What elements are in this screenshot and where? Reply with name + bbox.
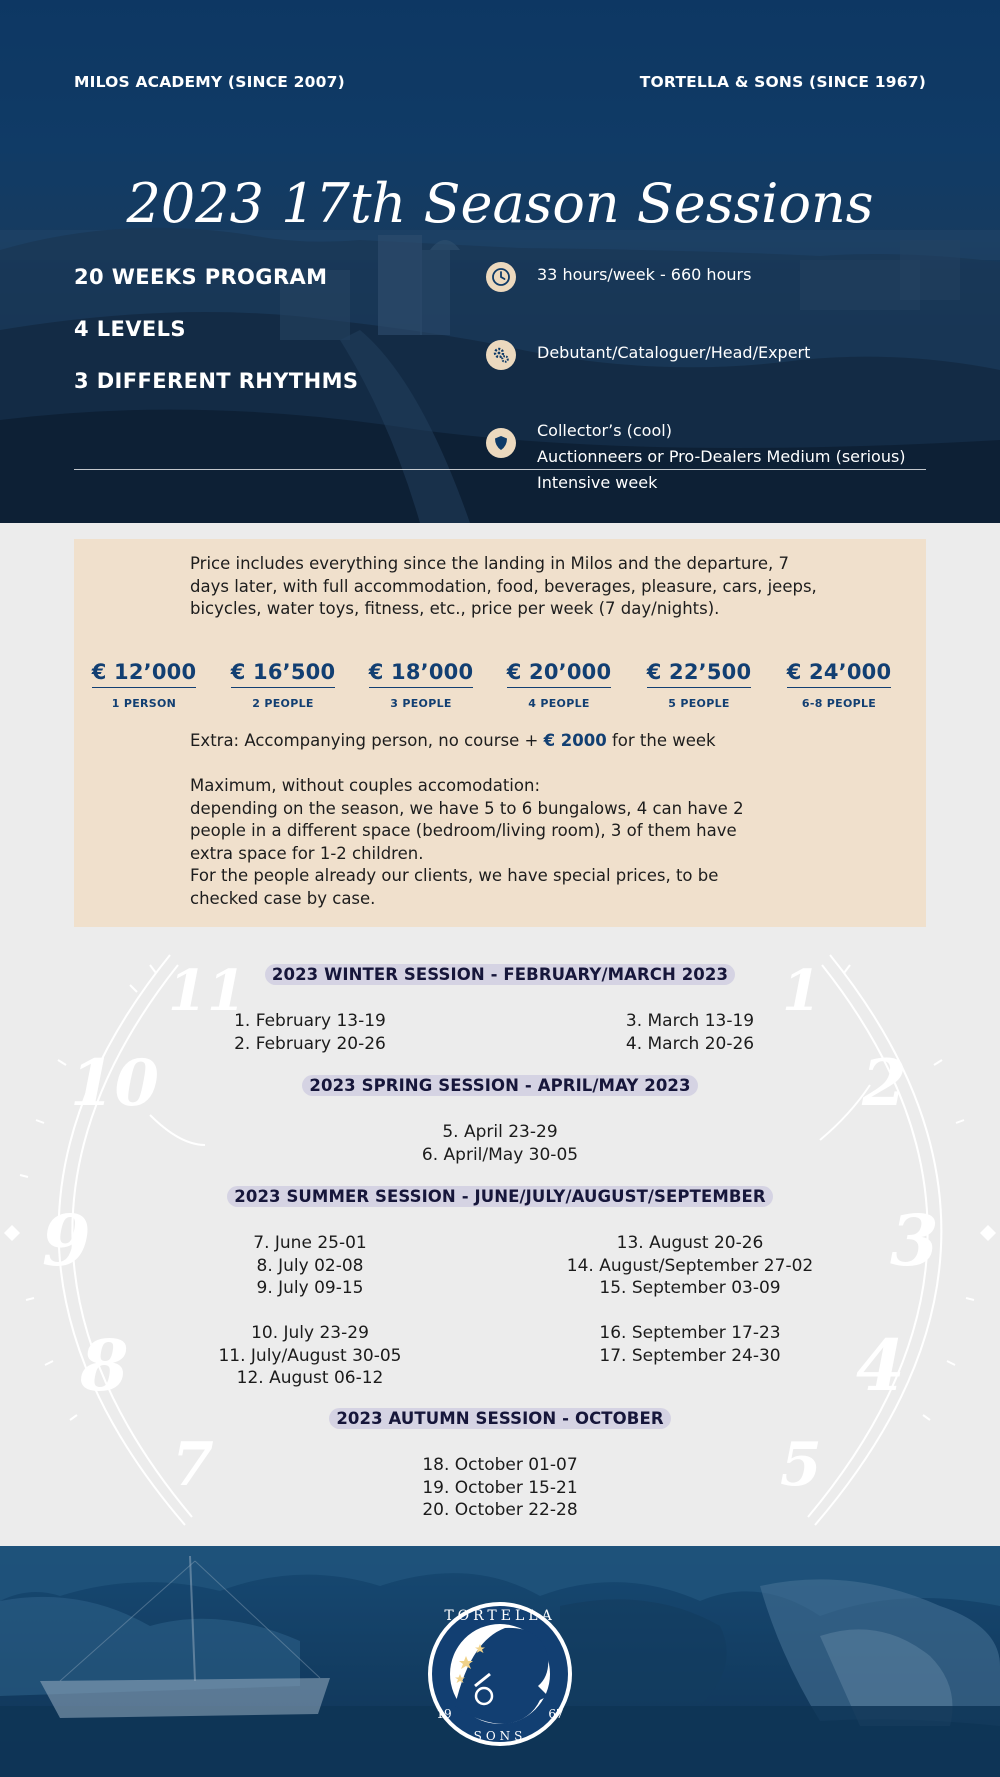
- clock-numeral: 11: [168, 958, 246, 1024]
- price-tier: [629, 660, 769, 710]
- milos-academy-brand: MILOS ACADEMY (SINCE 2007): [74, 73, 345, 91]
- tier-people: 5 PEOPLE: [668, 697, 730, 710]
- levels-text: Debutant/Cataloguer/Head/Expert: [537, 343, 811, 362]
- tortella-sons-brand: TORTELLA & SONS (SINCE 1967): [639, 73, 926, 91]
- price-tier: [74, 660, 214, 710]
- sea-cliffs-photo: [0, 1546, 1000, 1777]
- clock-numeral: 8: [80, 1324, 129, 1407]
- price-tiers: [74, 660, 926, 720]
- pricing-intro: Price includes everything since the landing in Milos and the departure, 7 days later, with full accommodation, food, beverages, pleasure, cars, jeeps, bicycles, water toys, fitness, etc., price per week (7 day/nights).: [190, 554, 817, 618]
- clock-face-watermark: [0, 945, 1000, 1535]
- rhythm-line-3: Intensive week: [537, 473, 658, 492]
- logo-sons: SONS: [473, 1729, 527, 1743]
- clock-numeral: 3: [890, 1199, 939, 1282]
- clock-numeral: 5: [780, 1430, 822, 1500]
- price-tier: [351, 660, 491, 710]
- session-date: 3. March 13-19: [625, 1011, 755, 1031]
- tier-people: 6-8 PEOPLE: [801, 697, 877, 710]
- tier-price: € 22’500: [647, 660, 752, 688]
- session-date: 10. July 23-29: [251, 1323, 369, 1343]
- price-tier: [489, 660, 629, 710]
- session-date: 6. April/May 30-05: [421, 1144, 579, 1165]
- accommodation-line: extra space for 1-2 children.: [190, 843, 424, 863]
- gears-icon: [486, 340, 516, 370]
- session-date: 15. September 03-09: [599, 1278, 781, 1298]
- session-date: 2. February 20-26: [234, 1033, 386, 1054]
- tier-price: € 18’000: [369, 660, 474, 688]
- session-date: 7. June 25-01: [253, 1233, 367, 1253]
- autumn-dates: [300, 1454, 700, 1522]
- hero-banner: [0, 0, 1000, 523]
- accommodation-line: checked case by case.: [190, 888, 376, 908]
- pricing-panel: [74, 539, 926, 927]
- rhythm-line-2: Auctionneers or Pro-Dealers Medium (serious): [537, 447, 906, 466]
- levels-fact: 4 LEVELS: [74, 317, 186, 341]
- summer-right-dates: [540, 1232, 840, 1367]
- clock-numeral: 10: [70, 1046, 160, 1121]
- extra-amount: € 2000: [543, 731, 607, 750]
- spring-dates: [300, 1121, 700, 1166]
- clock-numeral: 4: [856, 1324, 905, 1407]
- tier-price: € 20’000: [507, 660, 612, 688]
- session-date: 9. July 09-15: [256, 1278, 364, 1298]
- clock-numeral: 9: [42, 1199, 91, 1282]
- footer-banner: [0, 1546, 1000, 1777]
- levels-detail: [484, 340, 944, 366]
- page-title: 2023 17th Season Sessions: [126, 172, 874, 235]
- hours-detail: [484, 262, 944, 288]
- tier-price: € 24’000: [787, 660, 892, 688]
- price-tier: [213, 660, 353, 710]
- summer-left-dates: [190, 1232, 430, 1390]
- session-date: 13. August 20-26: [616, 1233, 764, 1253]
- rhythms-detail: [484, 418, 944, 496]
- accommodation-info: [190, 775, 830, 910]
- price-tier: [769, 660, 909, 710]
- hours-text: 33 hours/week - 660 hours: [537, 265, 752, 284]
- session-date: 12. August 06-12: [236, 1368, 384, 1388]
- spring-session-title: 2023 SPRING SESSION - APRIL/MAY 2023: [0, 1075, 1000, 1096]
- tier-price: € 16’500: [231, 660, 336, 688]
- tortella-sons-logo: [428, 1602, 572, 1746]
- hero-divider: [74, 469, 926, 470]
- winter-left-dates: [200, 1010, 420, 1055]
- summer-session-title: 2023 SUMMER SESSION - JUNE/JULY/AUGUST/SEPTEMBER: [0, 1186, 1000, 1207]
- tier-people: 1 PERSON: [111, 697, 177, 710]
- session-date: 17. September 24-30: [599, 1345, 781, 1366]
- clock-numeral: 7: [172, 1430, 214, 1500]
- winter-right-dates: [580, 1010, 800, 1055]
- accommodation-line: Maximum, without couples accomodation:: [190, 776, 541, 795]
- extra-suffix: for the week: [606, 731, 716, 750]
- clock-numeral: 1: [782, 958, 821, 1024]
- session-date: 16. September 17-23: [599, 1323, 781, 1343]
- autumn-session-title: 2023 AUTUMN SESSION - OCTOBER: [0, 1408, 1000, 1429]
- rhythms-fact: 3 DIFFERENT RHYTHMS: [74, 369, 359, 393]
- tier-people: 4 PEOPLE: [528, 697, 590, 710]
- tier-people: 2 PEOPLE: [252, 697, 314, 710]
- clock-numeral: 2: [862, 1046, 907, 1121]
- accommodation-line: people in a different space (bedroom/living room), 3 of them have: [190, 821, 737, 840]
- accommodation-line: depending on the season, we have 5 to 6 bungalows, 4 can have 2: [190, 798, 744, 818]
- rhythm-line-1: Collector’s (cool): [537, 421, 672, 440]
- program-facts: [74, 265, 358, 421]
- logo-year-left: 19: [436, 1707, 452, 1721]
- tier-people: 3 PEOPLE: [390, 697, 452, 710]
- accommodation-line: For the people already our clients, we have special prices, to be: [190, 866, 719, 885]
- session-date: 20. October 22-28: [422, 1500, 578, 1520]
- winter-session-title: 2023 WINTER SESSION - FEBRUARY/MARCH 2023: [0, 964, 1000, 985]
- extra-person-note: [190, 731, 716, 750]
- logo-name: TORTELLA: [444, 1608, 556, 1624]
- session-date: 14. August/September 27-02: [566, 1255, 814, 1276]
- session-date: 11. July/August 30-05: [218, 1345, 402, 1366]
- tier-price: € 12’000: [92, 660, 197, 688]
- clock-icon: [486, 262, 516, 292]
- weeks-fact: 20 WEEKS PROGRAM: [74, 265, 328, 289]
- session-date: 4. March 20-26: [625, 1033, 755, 1054]
- session-date: 18. October 01-07: [422, 1455, 578, 1475]
- logo-year-right: 67: [548, 1707, 564, 1721]
- program-details: [484, 262, 944, 492]
- session-date: 1. February 13-19: [234, 1011, 386, 1031]
- shield-icon: [486, 428, 516, 458]
- session-date: 19. October 15-21: [422, 1477, 578, 1498]
- extra-prefix: Extra: Accompanying person, no course +: [190, 731, 544, 750]
- session-date: 5. April 23-29: [442, 1122, 558, 1142]
- session-date: 8. July 02-08: [256, 1255, 364, 1276]
